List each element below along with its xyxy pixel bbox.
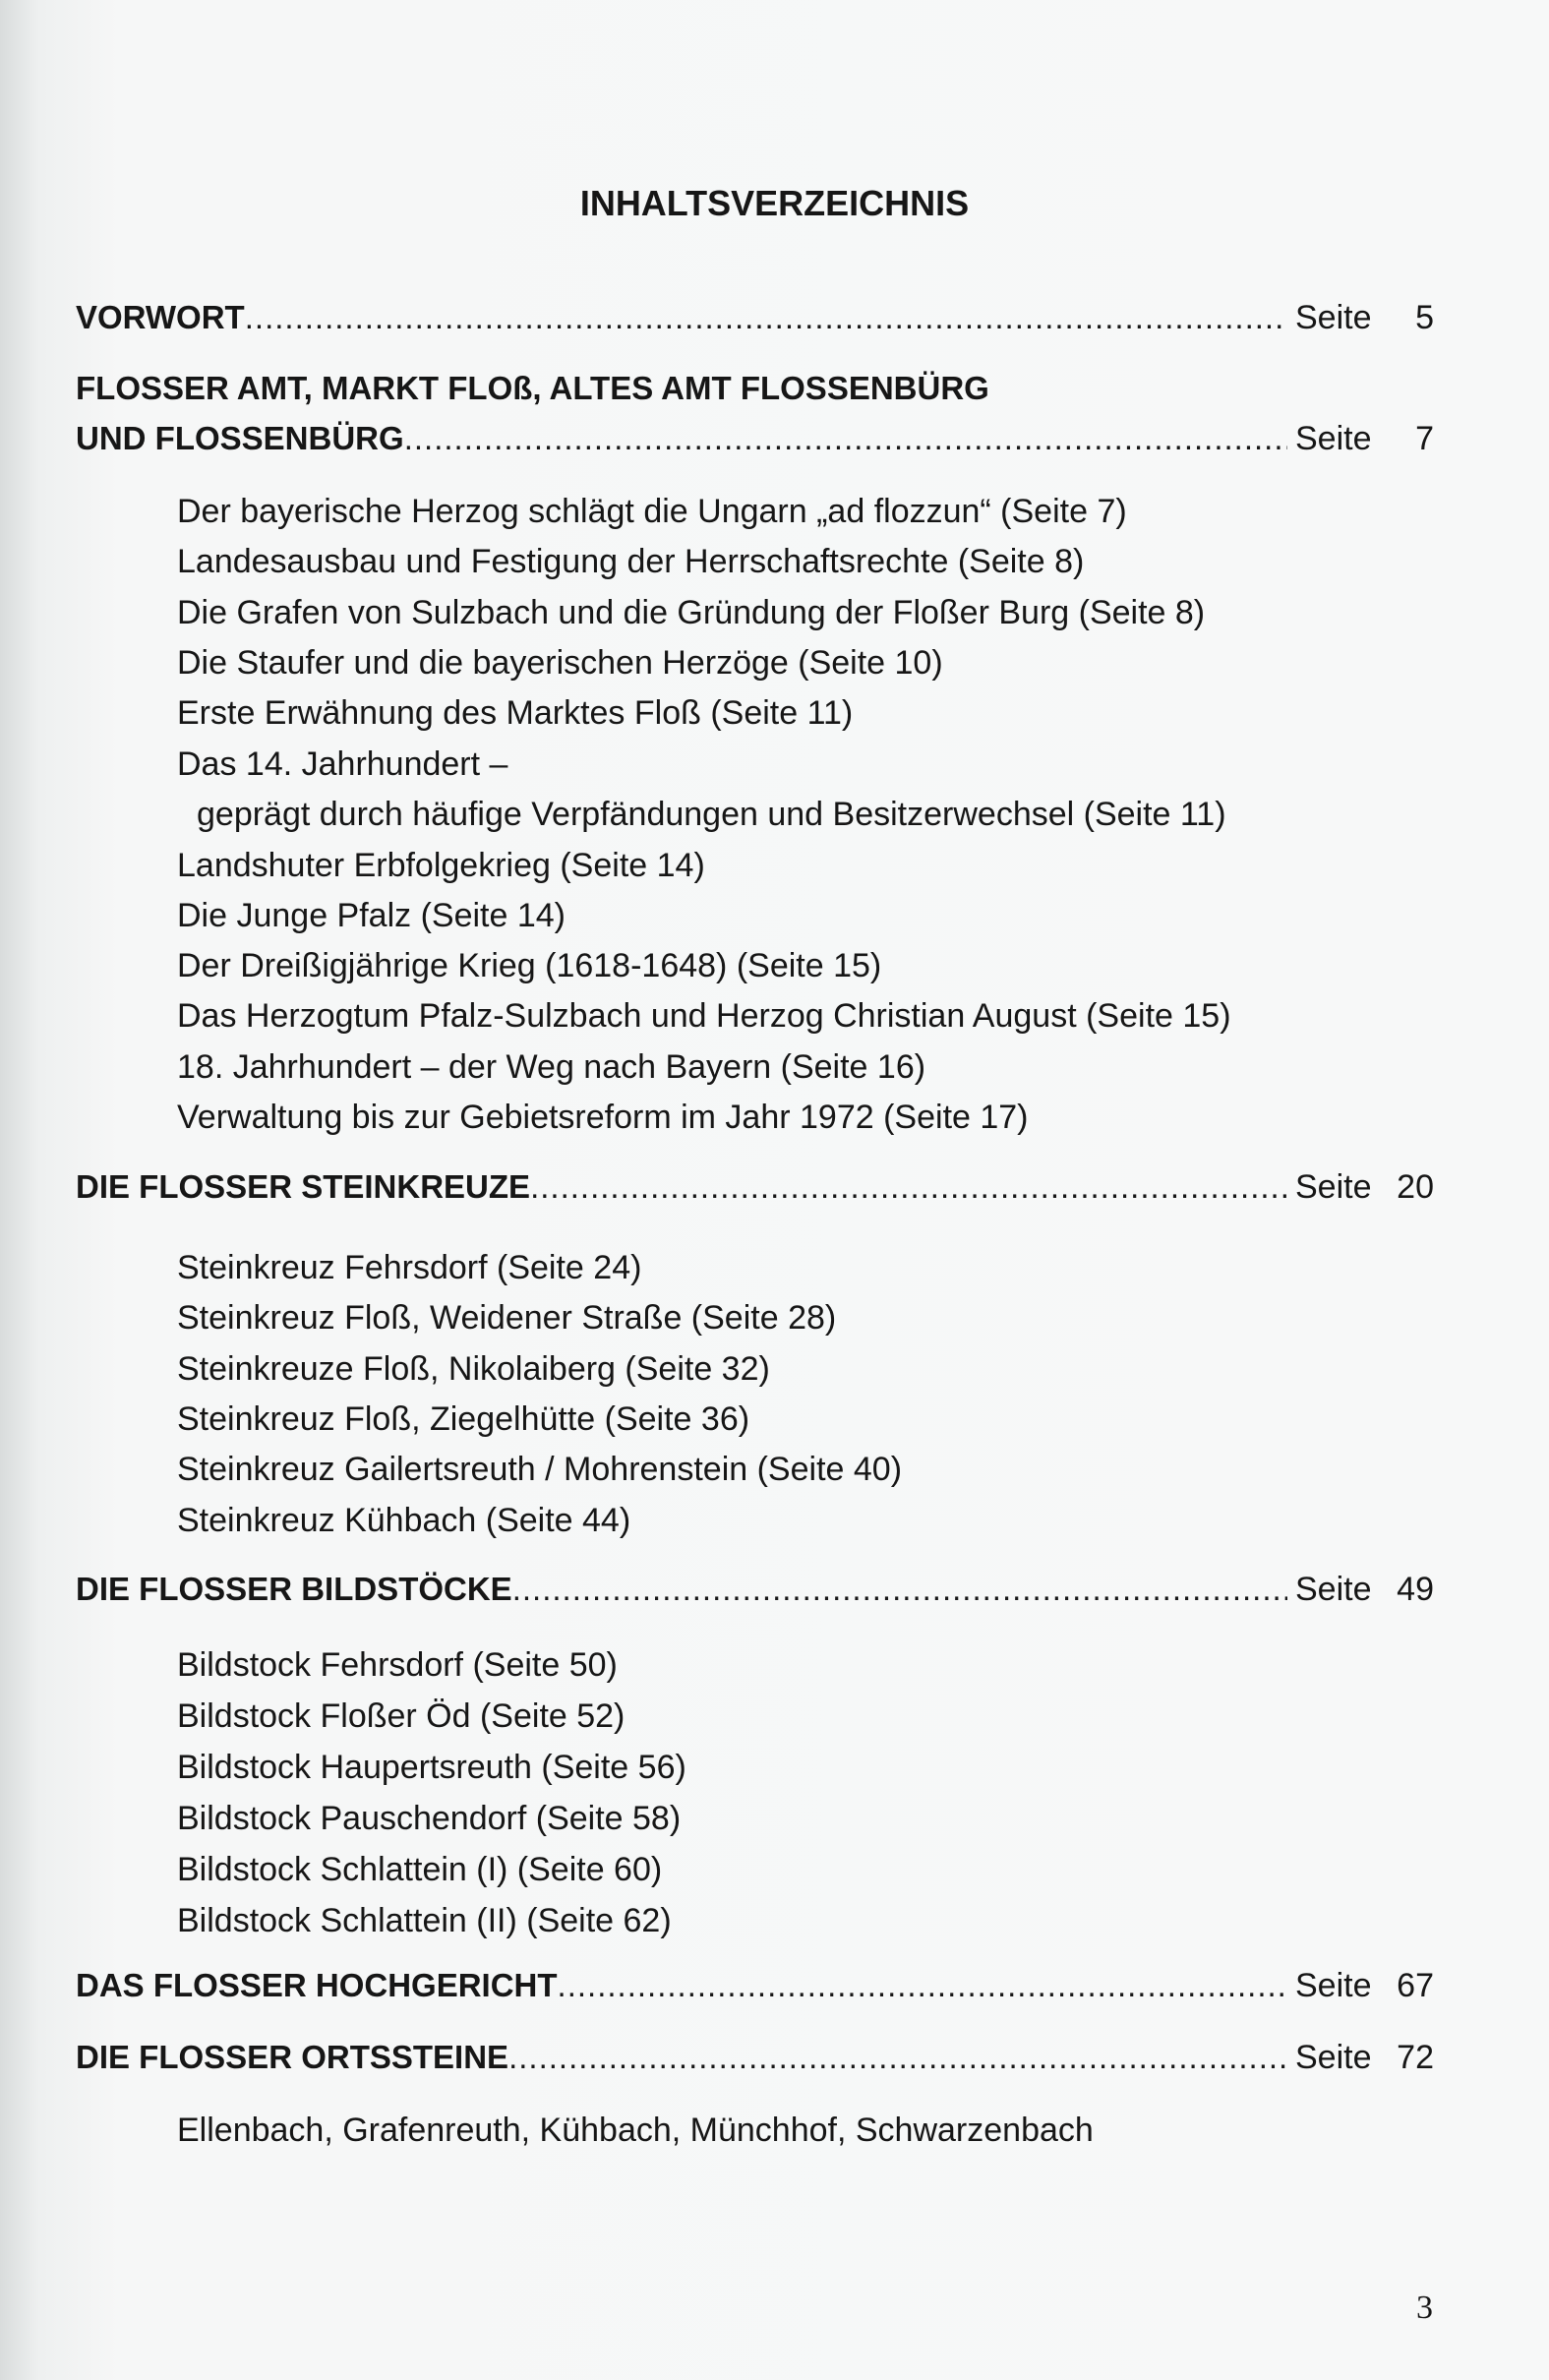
page-reference <box>1295 2036 1434 2079</box>
page-reference <box>1295 296 1434 339</box>
chapter-title: UND FLOSSENBÜRG <box>76 420 404 456</box>
chapter-title: FLOSSER AMT, MARKT FLOß, ALTES AMT FLOSSENBÜRG <box>76 370 989 406</box>
toc-subentry: Bildstock Floßer Öd (Seite 52) <box>177 1697 626 1735</box>
toc-subentry: Landshuter Erbfolgekrieg (Seite 14) <box>177 847 705 884</box>
toc-subentry: Steinkreuz Floß, Ziegelhütte (Seite 36) <box>177 1400 750 1438</box>
dot-leader <box>512 1568 1287 1611</box>
page-number: 3 <box>1416 2290 1433 2326</box>
toc-subentry: Verwaltung bis zur Gebietsreform im Jahr 1972 (Seite 17) <box>177 1099 1029 1136</box>
toc-chapter-entry <box>76 417 1434 460</box>
toc-subentry: Die Grafen von Sulzbach und die Gründung der Floßer Burg (Seite 8) <box>177 594 1206 631</box>
dot-leader <box>508 2036 1287 2079</box>
page-number-ref: 67 <box>1397 1967 1434 2004</box>
seite-label: Seite <box>1295 299 1372 336</box>
page-number-ref: 20 <box>1397 1168 1434 1206</box>
seite-label: Seite <box>1295 1967 1372 2004</box>
page-number-ref: 72 <box>1397 2039 1434 2076</box>
dot-leader <box>404 417 1287 460</box>
toc-subentry: Erste Erwähnung des Marktes Floß (Seite 11) <box>177 694 854 732</box>
toc-subentry: Der bayerische Herzog schlägt die Ungarn „ad flozzun“ (Seite 7) <box>177 493 1127 530</box>
page-reference <box>1295 1568 1434 1611</box>
chapter-title: DAS FLOSSER HOCHGERICHT <box>76 1967 558 2003</box>
toc-subentry: Bildstock Fehrsdorf (Seite 50) <box>177 1646 618 1684</box>
dot-leader <box>245 296 1287 339</box>
page-reference <box>1295 1964 1434 2007</box>
chapter-title: DIE FLOSSER BILDSTÖCKE <box>76 1571 512 1607</box>
toc-chapter-entry <box>76 1568 1434 1611</box>
chapter-title: DIE FLOSSER ORTSSTEINE <box>76 2039 509 2075</box>
page-number-ref: 5 <box>1415 299 1434 336</box>
toc-chapter-entry <box>76 1165 1434 1209</box>
toc-subentry: Bildstock Haupertsreuth (Seite 56) <box>177 1749 686 1786</box>
page-number-ref: 7 <box>1415 420 1434 457</box>
dot-leader <box>530 1165 1287 1209</box>
toc-subentry: Der Dreißigjährige Krieg (1618-1648) (Seite 15) <box>177 947 882 984</box>
toc-subentry: geprägt durch häufige Verpfändungen und Besitzerwechsel (Seite 11) <box>197 796 1226 833</box>
toc-subentry: Ellenbach, Grafenreuth, Kühbach, Münchhof, Schwarzenbach <box>177 2112 1094 2149</box>
toc-subentry: Die Junge Pfalz (Seite 14) <box>177 897 566 934</box>
toc-subentry: Steinkreuz Fehrsdorf (Seite 24) <box>177 1249 642 1286</box>
page-number-ref: 49 <box>1397 1571 1434 1608</box>
toc-subentry: 18. Jahrhundert – der Weg nach Bayern (Seite 16) <box>177 1048 926 1086</box>
chapter-title: VORWORT <box>76 299 245 335</box>
toc-subentry: Die Staufer und die bayerischen Herzöge (Seite 10) <box>177 644 943 682</box>
toc-chapter-entry <box>76 367 1434 410</box>
toc-subentry: Landesausbau und Festigung der Herrschaftsrechte (Seite 8) <box>177 543 1085 580</box>
page-reference <box>1295 1165 1434 1209</box>
seite-label: Seite <box>1295 420 1372 457</box>
toc-subentry: Das 14. Jahrhundert – <box>177 745 508 783</box>
toc-subentry: Das Herzogtum Pfalz-Sulzbach und Herzog Christian August (Seite 15) <box>177 997 1231 1035</box>
toc-chapter-entry <box>76 1964 1434 2007</box>
dot-leader <box>558 1964 1287 2007</box>
toc-subentry: Steinkreuz Floß, Weidener Straße (Seite 28) <box>177 1299 837 1337</box>
chapter-title: DIE FLOSSER STEINKREUZE <box>76 1168 531 1205</box>
toc-chapter-entry <box>76 2036 1434 2079</box>
seite-label: Seite <box>1295 2039 1372 2076</box>
toc-subentry: Steinkreuz Kühbach (Seite 44) <box>177 1502 631 1539</box>
toc-subentry: Bildstock Pauschendorf (Seite 58) <box>177 1800 682 1837</box>
seite-label: Seite <box>1295 1571 1372 1608</box>
toc-chapter-entry <box>76 296 1434 339</box>
toc-subentry: Steinkreuz Gailertsreuth / Mohrenstein (Seite 40) <box>177 1451 903 1488</box>
toc-subentry: Bildstock Schlattein (II) (Seite 62) <box>177 1902 672 1939</box>
seite-label: Seite <box>1295 1168 1372 1206</box>
toc-subentry: Bildstock Schlattein (I) (Seite 60) <box>177 1851 663 1888</box>
page-title: INHALTSVERZEICHNIS <box>579 183 970 223</box>
page-reference <box>1295 417 1434 460</box>
toc-subentry: Steinkreuze Floß, Nikolaiberg (Seite 32) <box>177 1350 770 1388</box>
